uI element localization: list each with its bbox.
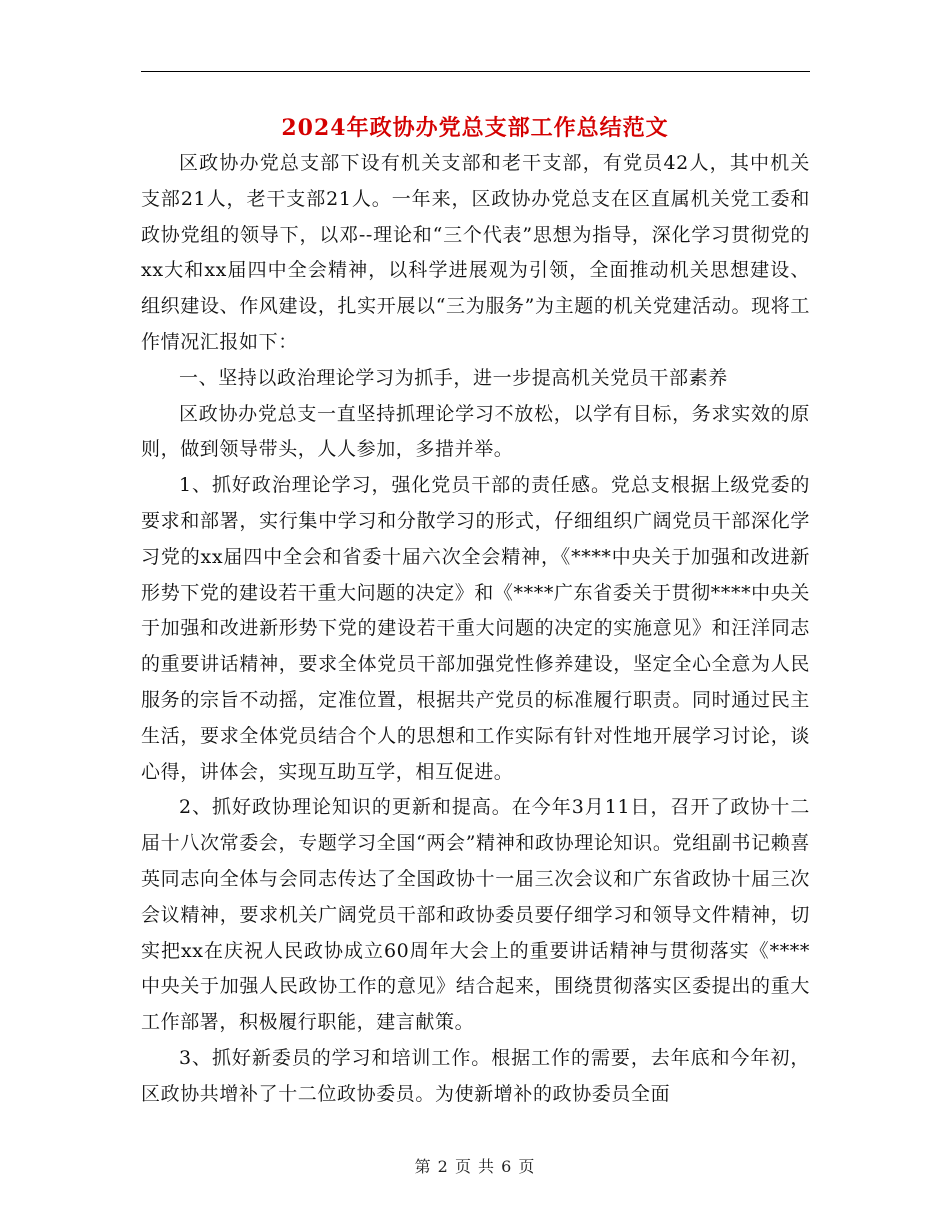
intro-paragraph: 区政协办党总支部下设有机关支部和老干支部，有党员42人，其中机关支部21人，老干支部21人。一年来，区政协办党总支在区直属机关党工委和政协党组的领导下，以邓--理论和“三个代表”思想为指导，深化学习贯彻党的xx大和xx届四中全会精神，以科学进展观为引领，全面推动机关思想建设、组织建设、作风建设，扎实开展以“三为服务”为主题的机关党建活动。现将工作情况汇报如下： (141, 152, 810, 353)
section-intro-paragraph: 区政协办党总支一直坚持抓理论学习不放松，以学有目标，务求实效的原则，做到领导带头，人人参加，多措并举。 (141, 402, 810, 461)
page-number: 第 2 页 共 6 页 (414, 1157, 536, 1176)
document-title: 2024年政协办党总支部工作总结范文 (281, 115, 669, 141)
section-heading-1: 一、坚持以政治理论学习为抓手，进一步提高机关党员干部素养 (179, 366, 728, 389)
item-1-paragraph: 1、抓好政治理论学习，强化党员干部的责任感。党总支根据上级党委的要求和部署，实行集中学习和分散学习的形式，仔细组织广阔党员干部深化学习党的xx届四中全会和省委十届六次全会精神，《****中央关于加强和改进新形势下党的建设若干重大问题的决定》和《****广东省委关于贯彻****中央关于加强和改进新形势下党的建设若干重大问题的决定的实施意见》和汪洋同志的重要讲话精神，要求全体党员干部加强党性修养建设，坚定全心全意为人民服务的宗旨不动摇，定准位置，根据共产党员的标准履行职责。同时通过民主生活，要求全体党员结合个人的思想和工作实际有针对性地开展学习讨论，谈心得，讲体会，实现互助互学，相互促进。 (141, 474, 810, 783)
item-2-paragraph: 2、抓好政协理论知识的更新和提高。在今年3月11日，召开了政协十二届十八次常委会，专题学习全国“两会”精神和政协理论知识。党组副书记赖喜英同志向全体与会同志传达了全国政协十一届三次会议和广东省政协十届三次会议精神，要求机关广阔党员干部和政协委员要仔细学习和领导文件精神，切实把xx在庆祝人民政协成立60周年大会上的重要讲话精神与贯彻落实《****中央关于加强人民政协工作的意见》结合起来，围绕贯彻落实区委提出的重大工作部署，积极履行职能，建言献策。 (141, 796, 810, 1034)
item-3-paragraph: 3、抓好新委员的学习和培训工作。根据工作的需要，去年底和今年初，区政协共增补了十二位政协委员。为使新增补的政协委员全面 (141, 1046, 810, 1105)
document-body (141, 146, 810, 1113)
header-rule (141, 71, 810, 72)
